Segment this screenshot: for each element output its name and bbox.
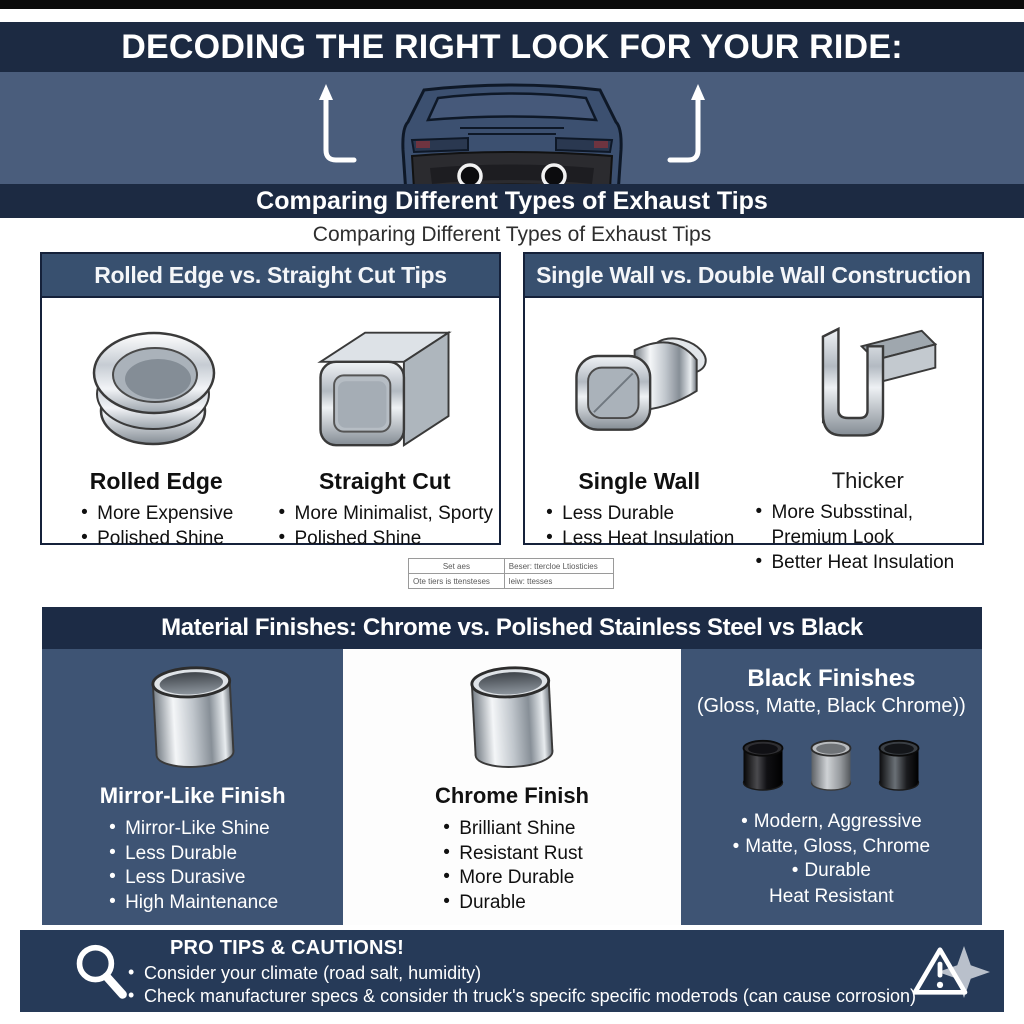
- pro-tips-band: [20, 930, 1004, 1012]
- pro-tip-item: • Check manufacturer specs & consider th truck's specifc specific modeᴛods (can cause corrosion): [128, 985, 916, 1008]
- straight-cut-tip-icon: [305, 308, 465, 466]
- item-name: Straight Cut: [318, 468, 451, 494]
- bullet-item: • Brilliant Shine: [441, 817, 583, 842]
- bullet-item: • More Minimalist, Sporty: [277, 501, 494, 526]
- bullet-item: • Matte, Gloss, Chrome: [733, 835, 930, 860]
- bullet-item: • Durable: [733, 859, 930, 884]
- materials-header: [42, 607, 982, 649]
- chrome-finish-column: [343, 649, 680, 925]
- bullet-item: • Less Durable: [107, 842, 278, 867]
- car-rear-icon: [372, 76, 652, 194]
- bullet-item: • Polished Shine: [79, 526, 233, 551]
- chrome-cylinder-icon: [462, 649, 562, 771]
- straight-cut-item: [271, 308, 500, 551]
- column-name: Mirror-Like Finish: [99, 783, 286, 808]
- bullet-item: • Polished Shine: [277, 526, 494, 551]
- table-cell: leiw: ttesses: [504, 574, 613, 589]
- mirror-finish-column: [42, 649, 343, 925]
- column-name: Black Finishes: [747, 665, 916, 692]
- material-finishes-section: [42, 607, 982, 925]
- panel-header: [42, 254, 499, 298]
- comparison-band-title: Comparing Different Types of Exhaust Tips: [256, 186, 768, 215]
- panel-rolled-vs-straight: [40, 252, 501, 550]
- table-cell: Set aes: [409, 559, 505, 574]
- pro-tips-title: PRO TIPS & CAUTIONS!: [170, 937, 405, 959]
- bullet-item: • High Maintenance: [107, 891, 278, 916]
- table-row: [409, 559, 614, 574]
- table-cell: Beser: ttercloe Ltiosticies: [504, 559, 613, 574]
- warning-triangle-icon: [912, 946, 968, 996]
- materials-body: [42, 649, 982, 925]
- column-note: Heat Resistant: [769, 886, 894, 908]
- single-wall-item: [525, 308, 754, 575]
- double-wall-item: [754, 308, 983, 575]
- bullet-item: • Less Heat Insulation: [544, 526, 734, 551]
- up-arrow-left-icon: [318, 82, 358, 166]
- bullet-item: • Less Durable: [544, 501, 734, 526]
- pro-tip-item: • Consider your climate (road salt, humidity): [128, 962, 916, 985]
- double-wall-tip-icon: [790, 308, 945, 466]
- comparison-band: [0, 184, 1024, 218]
- warning-assembly: [910, 944, 990, 1000]
- stainless-cylinder-icon: [143, 649, 243, 771]
- bullet-item: • More Durable: [441, 866, 583, 891]
- bullet-item: • More Subsstinal, Premium Look: [754, 500, 983, 550]
- up-arrow-right-icon: [666, 82, 706, 166]
- item-name: Single Wall: [578, 468, 701, 494]
- header-band: [0, 22, 1024, 72]
- black-finish-samples: [737, 734, 925, 796]
- bullet-item: • More Expensive: [79, 501, 233, 526]
- bullet-item: • Mirror-Like Shine: [107, 817, 278, 842]
- bullet-item: • Less Durasive: [107, 866, 278, 891]
- page-title: DECODING THE RIGHT LOOK FOR YOUR RIDE:: [121, 27, 903, 66]
- rolled-edge-tip-icon: [81, 308, 231, 466]
- magnifier-icon: [72, 942, 132, 1002]
- panel-title: Rolled Edge vs. Straight Cut Tips: [94, 261, 447, 288]
- mini-comparison-table: [408, 558, 614, 589]
- black-finishes-column: [681, 649, 982, 925]
- bullet-item: • Modern, Aggressive: [733, 810, 930, 835]
- column-subtitle: (Gloss, Matte, Black Chrome)): [696, 695, 966, 717]
- black-cylinder-matte-icon: [805, 736, 857, 794]
- panel-header: [525, 254, 982, 298]
- table-cell: Ote tiers is ttensteses: [409, 574, 505, 589]
- black-cylinder-chrome-icon: [873, 736, 925, 794]
- panel-title: Single Wall vs. Double Wall Construction: [536, 261, 971, 288]
- item-name: Rolled Edge: [89, 468, 223, 494]
- top-black-strip: [0, 0, 1024, 9]
- materials-title: Material Finishes: Chrome vs. Polished Stainless Steel vs Black: [161, 614, 863, 641]
- column-name: Chrome Finish: [434, 783, 589, 808]
- car-illustration-band: [0, 72, 1024, 184]
- comparison-subtitle: Comparing Different Types of Exhaust Tips: [0, 218, 1024, 252]
- table-row: [409, 574, 614, 589]
- bullet-item: • Better Heat Insulation: [754, 550, 983, 575]
- black-cylinder-gloss-icon: [737, 736, 789, 794]
- bullet-item: • Durable: [441, 891, 583, 916]
- rolled-edge-item: [42, 308, 271, 551]
- bullet-item: • Resistant Rust: [441, 842, 583, 867]
- single-wall-tip-icon: [559, 308, 719, 466]
- item-name: Thicker: [831, 468, 904, 493]
